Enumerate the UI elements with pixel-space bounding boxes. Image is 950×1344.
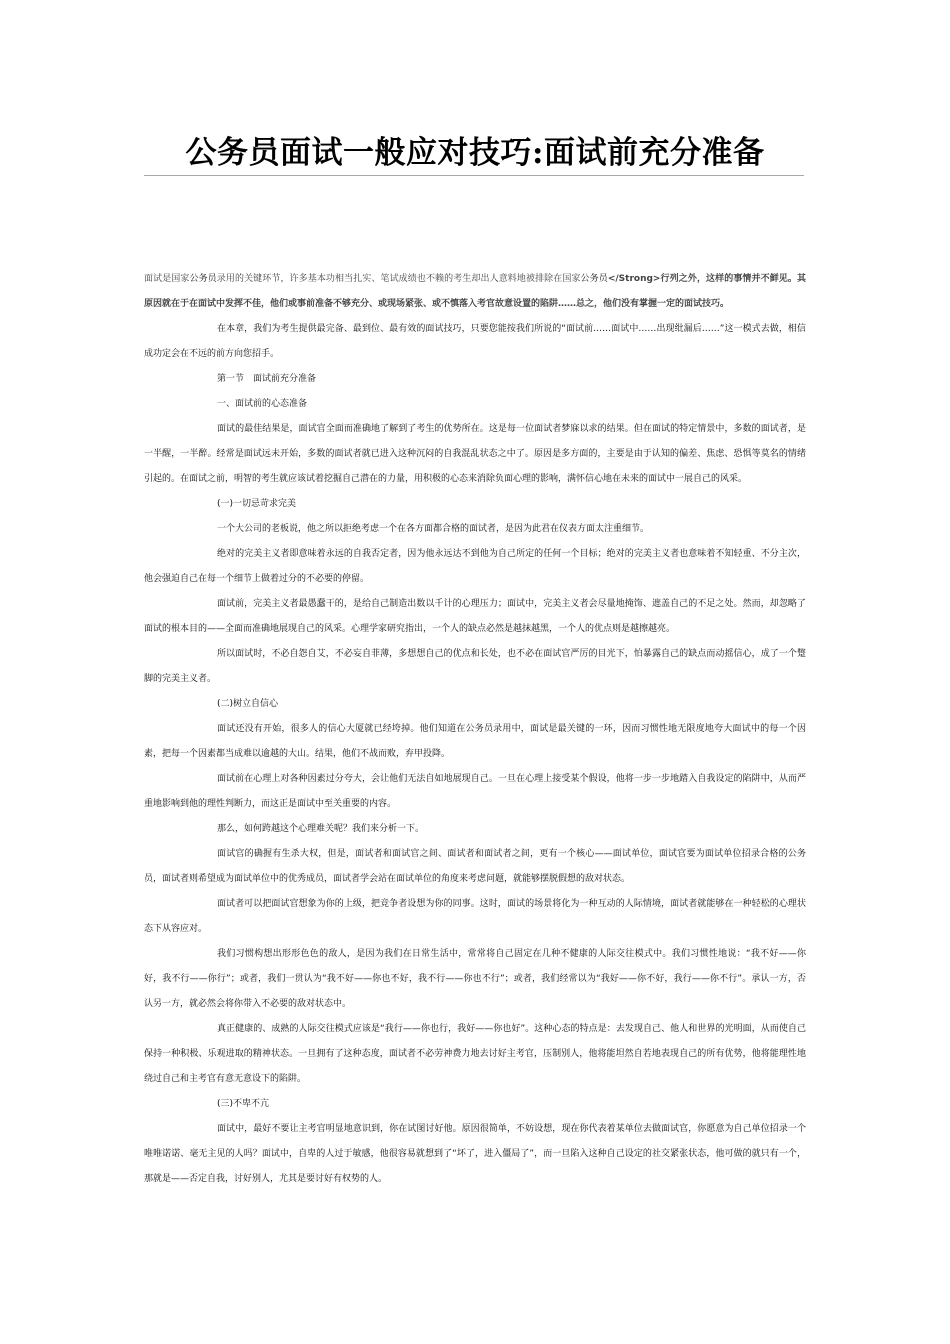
intro-keyword-2: 公务员 <box>580 274 608 284</box>
subsection-heading: 一、面试前的心态准备 <box>217 399 308 409</box>
subsection-heading: (二)树立自信心 <box>217 699 279 709</box>
document-title: 公务员面试一般应对技巧:面试前充分准备 <box>185 135 765 171</box>
intro-text-3: </Strong>行列之外，这样的事情并不鲜见。其原因就在于在面试中发挥不佳，他们或事前准备不够充分、或现场紧张、或不慎落入考官故意设置的陷阱……总之，他们没有掌握一定的面试技巧。 <box>144 274 806 309</box>
paragraph: 面试官的确握有生杀大权，但是，面试者和面试官之间、面试者和面试者之间，更有一个核心——面试单位，面试官要为面试单位招录合格的公务员，面试者则希望成为面试单位中的优秀成员，面试者学会站在面试单位的角度来考虑问题，就能够摆脱假想的敌对状态。 <box>144 849 806 884</box>
paragraph: 面试中，最好不要让主考官明显地意识到，你在试图讨好他。原因很简单，不妨设想，现在你代表着某单位去做面试官，你愿意为自己单位招录一个唯唯诺诺、毫无主见的人吗？面试中，自卑的人过于敏感，他很容易就想到了“坏了，进入僵局了”，而一旦陷入这种自己设定的社交紧张状态，他可做的就只有一个，那就是——否定自我，讨好别人，尤其是要讨好有权势的人。 <box>144 1124 806 1184</box>
paragraph: 在本章，我们为考生提供最完备、最到位、最有效的面试技巧，只要您能按我们所说的“面试前……面试中……出现纰漏后……”这一模式去做，相信成功定会在不远的前方向您招手。 <box>144 324 806 359</box>
paragraph: 一个大公司的老板说，他之所以拒绝考虑一个在各方面都合格的面试者，是因为此君在仪表方面太注重细节。 <box>217 524 650 534</box>
paragraph: 面试的最佳结果是，面试官全面而准确地了解到了考生的优势所在。这是每一位面试者梦寐以求的结果。但在面试的特定情景中，多数的面试者，是一半醒，一半醉。经常是面试远未开始，多数的面试者就已进入这种沉闷的自我混乱状态之中了。原因是多方面的，主要是由于认知的偏差、焦虑、恐惧等莫名的情绪引起的。在面试之前，明智的考生就应该试着挖掘自己潜在的力量，用积极的心态来消除负面心理的影响，满怀信心地在未来的面试中一展自己的风采。 <box>144 424 806 484</box>
paragraph: 面试前在心理上对各种因素过分夸大，会让他们无法自如地展现自己。一旦在心理上接受某个假设，他将一步一步地踏入自我设定的陷阱中，从而严重地影响到他的理性判断力，而这正是面试中至关重要的内容。 <box>144 774 806 809</box>
section-heading: 第一节 面试前充分准备 <box>217 374 317 384</box>
intro-text-1: 面试是国家 <box>144 274 190 284</box>
intro-paragraph <box>144 267 806 317</box>
paragraph: 面试前，完美主义者最愚蠢干的，是给自己制造出数以千计的心理压力；面试中，完美主义者会尽量地掩饰、遮盖自己的不足之处。然而，却忽略了面试的根本目的——全面而准确地展现自己的风采。心理学家研究指出，一个人的缺点必然是越抹越黑，一个人的优点则是越擦越亮。 <box>144 599 806 634</box>
paragraph: 真正健康的、成熟的人际交往模式应该是“我行——你也行，我好——你也好”。这种心态的特点是：去发现自己、他人和世界的光明面，从而使自己保持一种积极、乐观进取的精神状态。一旦拥有了这种态度，面试者不必劳神费力地去讨好主考官，压制别人，他将能坦然自若地表现自己的所有优势，他将能理性地绕过自己和主考官有意无意设下的陷阱。 <box>144 1024 806 1084</box>
paragraph: 绝对的完美主义者即意味着永远的自我否定者，因为他永远达不到他为自己所定的任何一个目标；绝对的完美主义者也意味着不知轻重、不分主次，他会强迫自己在每一个细节上做着过分的不必要的停留。 <box>144 549 806 584</box>
paragraph: 面试还没有开始，很多人的信心大厦就已经垮掉。他们知道在公务员录用中，面试是最关键的一环，因而习惯性地无限度地夸大面试中的每一个因素，把每一个因素都当成难以逾越的大山。结果，他们不战而败，弃甲投降。 <box>144 724 806 759</box>
subsection-heading: (三)不卑不亢 <box>217 1099 270 1109</box>
paragraph: 那么，如何跨越这个心理难关呢？我们来分析一下。 <box>217 824 425 834</box>
document-body <box>144 267 806 1192</box>
paragraph: 所以面试时，不必自怨自艾，不必妄自菲薄，多想想自己的优点和长处，也不必在面试官严厉的目光下，怕暴露自己的缺点而动摇信心，成了一个蹩脚的完美主义者。 <box>144 649 806 684</box>
intro-keyword-1: 公务员 <box>189 274 217 284</box>
paragraph: 面试者可以把面试官想象为你的上级，把竞争者设想为你的同事。这时，面试的场景将化为一种互动的人际情境，面试者就能够在一种轻松的心理状态下从容应对。 <box>144 899 806 934</box>
subsection-heading: (一)一切忌苛求完美 <box>217 499 297 509</box>
paragraph: 我们习惯构想出形形色色的敌人，是因为我们在日常生活中，常常将自己固定在几种不健康的人际交往模式中。我们习惯性地说：“我不好——你好，我不行——你行”；或者，我们一贯认为“我不好——你也不好，我不行——你也不行”；或者，我们经常以为“我好——你不好，我行——你不行”。承认一方，否认另一方，就必然会将你带入不必要的敌对状态中。 <box>144 949 806 1009</box>
title-divider <box>144 175 804 176</box>
intro-text-2: 录用的关键环节，许多基本功相当扎实、笔试成绩也不赖的考生却出人意料地被排除在国家 <box>216 274 581 284</box>
